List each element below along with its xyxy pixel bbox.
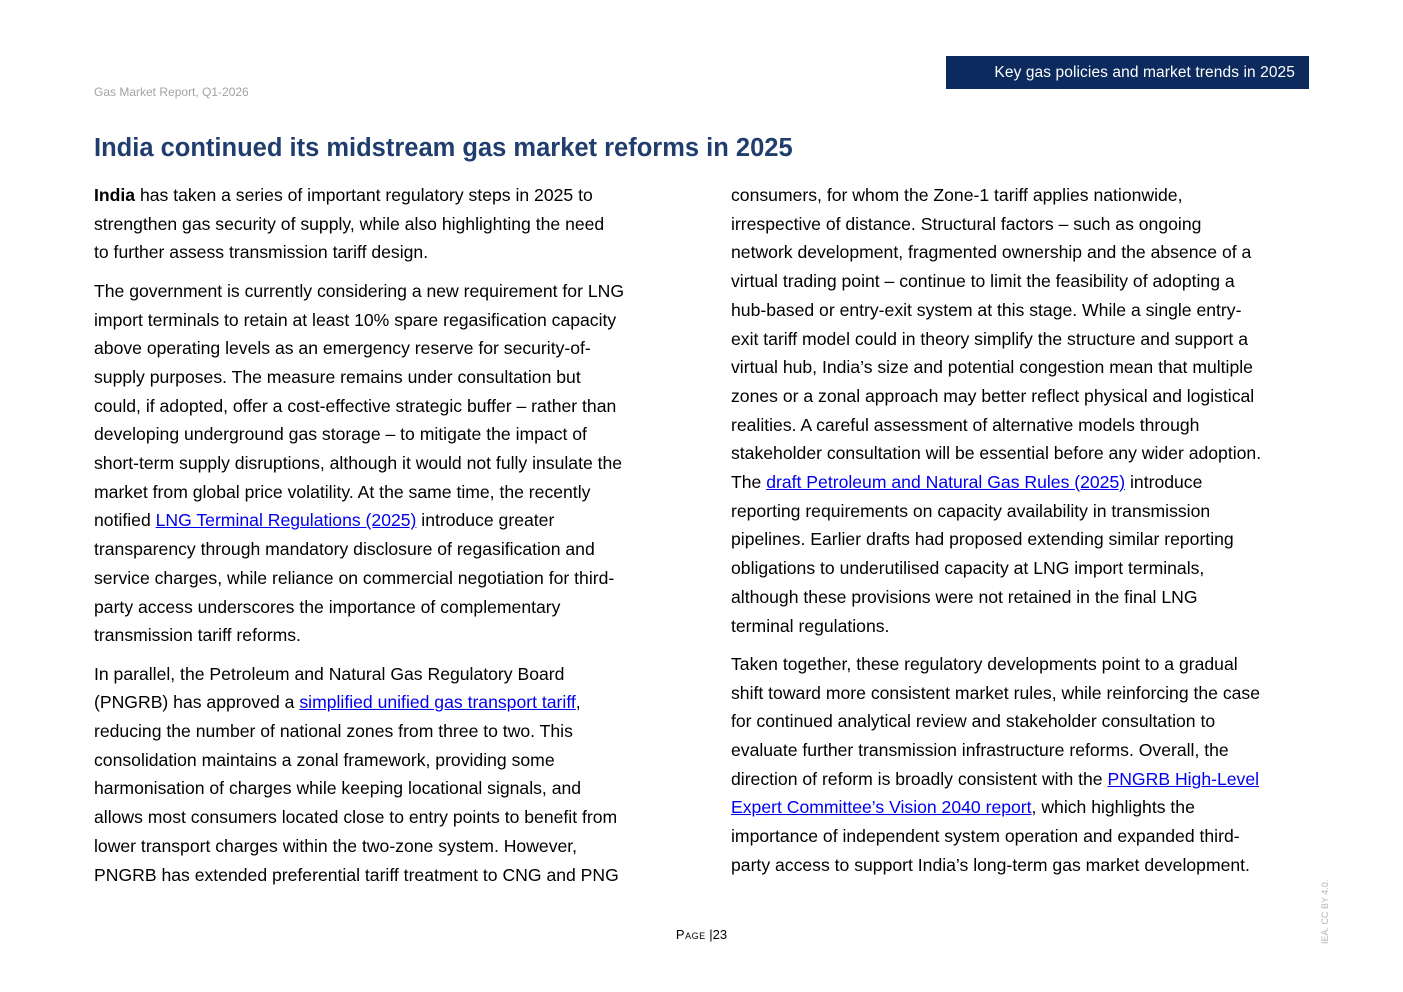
link-pngrb-vision-2040-part1[interactable]: PNGRB High-Level [1107,768,1260,789]
text-line: terminal regulations. [731,615,890,636]
text-line: transparency through mandatory disclosure of regasification and [94,539,595,560]
text-line: developing underground gas storage – to mitigate the impact of [94,424,587,445]
text-line: obligations to underutilised capacity at LNG import terminals, [731,558,1205,579]
text-line: hub-based or entry-exit system at this stage. While a single entry- [731,299,1242,320]
text-line: for continued analytical review and stakeholder consultation to [731,711,1216,732]
text-line: evaluate further transmission infrastructure reforms. Overall, the [731,740,1229,761]
text-line: to further assess transmission tariff design. [94,242,429,263]
text-line: party access to support India’s long-term gas market development. [731,854,1250,875]
bold-india: India [94,185,136,205]
text-line: realities. A careful assessment of alternative models through [731,414,1200,435]
text-line: could, if adopted, offer a cost-effective strategic buffer – rather than [94,395,617,416]
text-line: pipelines. Earlier drafts had proposed extending similar reporting [731,529,1234,550]
text-line: virtual trading point – continue to limit the feasibility of adopting a [731,271,1235,292]
text-line [94,181,676,210]
text-line: zones or a zonal approach may better reflect physical and logistical [731,385,1255,406]
text-line: strengthen gas security of supply, while also highlighting the need [94,213,605,234]
text-line: network development, fragmented ownership and the absence of a [731,242,1252,263]
text-line: although these provisions were not retained in the final LNG [731,586,1198,607]
text-line: transmission tariff reforms. [94,625,301,646]
text-line [94,688,676,717]
page-number [0,927,1403,942]
link-unified-gas-transport-tariff[interactable]: simplified unified gas transport tariff [299,692,576,713]
text-span: introduce [1125,472,1203,493]
paragraph-zone-tariff [731,181,1313,640]
license-label [1319,872,1333,944]
link-draft-petroleum-gas-rules[interactable]: draft Petroleum and Natural Gas Rules (2025) [766,472,1126,493]
page-separator: | [709,927,713,942]
text-line: above operating levels as an emergency reserve for security-of- [94,338,591,359]
text-line: importance of independent system operation and expanded third- [731,826,1240,847]
text-line: shift toward more consistent market rules, while reinforcing the case [731,682,1261,703]
report-label: Gas Market Report, Q1-2026 [94,85,249,99]
text-line: reporting requirements on capacity availability in transmission [731,500,1211,521]
link-pngrb-vision-2040-part2[interactable]: Expert Committee’s Vision 2040 report [731,797,1032,818]
text-line: allows most consumers located close to entry points to benefit from [94,807,618,828]
text-line [731,765,1313,794]
text-line: consumers, for whom the Zone-1 tariff applies nationwide, [731,185,1183,205]
text-line [731,468,1313,497]
text-line: import terminals to retain at least 10% spare regasification capacity [94,309,617,330]
text-span: , [575,692,581,713]
page-number-value: 23 [712,927,728,942]
text-line: irrespective of distance. Structural factors – such as ongoing [731,213,1202,234]
text-line: party access underscores the importance of complementary [94,596,561,617]
text-line: stakeholder consultation will be essential before any wider adoption. [731,443,1262,464]
text-line: harmonisation of charges while keeping locational signals, and [94,778,582,799]
text-line [731,793,1313,822]
paragraph-conclusion [731,650,1313,880]
right-column [731,181,1313,889]
text-line: Taken together, these regulatory developments point to a gradual [731,653,1238,674]
text-span: direction of reform is broadly consistent with the [731,768,1108,789]
text-line: short-term supply disruptions, although it would not fully insulate the [94,453,623,474]
text-span: introduce greater [416,510,555,531]
text-span: The [731,472,767,493]
text-span: notified [94,510,156,531]
text-line: service charges, while reliance on commercial negotiation for third- [94,567,615,588]
text-line: exit tariff model could in theory simplify the structure and support a [731,328,1248,349]
text-span: (PNGRB) has approved a [94,692,300,713]
left-column [94,181,676,899]
paragraph-intro [94,181,676,267]
section-header-banner [946,56,1309,89]
link-lng-terminal-regulations[interactable]: LNG Terminal Regulations (2025) [155,510,417,531]
text-line: market from global price volatility. At the same time, the recently [94,481,591,502]
license-text: IEA. CC BY 4.0. [1320,879,1330,944]
text-span: , which highlights the [1031,797,1195,818]
text-line: consolidation maintains a zonal framework, providing some [94,749,555,770]
page-title: India continued its midstream gas market reforms in 2025 [94,134,793,162]
text-line: lower transport charges within the two-zone system. However, [94,835,578,856]
page-word: Page [675,927,706,942]
text-line: In parallel, the Petroleum and Natural Gas Regulatory Board [94,663,565,684]
paragraph-pngrb-tariff [94,660,676,890]
text-line [94,506,676,535]
paragraph-lng-reserve [94,277,676,650]
section-header-title: Key gas policies and market trends in 2025 [994,63,1295,81]
text-line: virtual hub, India’s size and potential congestion mean that multiple [731,357,1253,378]
text-line: The government is currently considering a new requirement for LNG [94,280,625,301]
text-span: has taken a series of important regulatory steps in 2025 to [135,185,593,205]
text-line: PNGRB has extended preferential tariff treatment to CNG and PNG [94,864,619,885]
text-line: reducing the number of national zones from three to two. This [94,721,573,742]
text-line: supply purposes. The measure remains under consultation but [94,366,581,387]
